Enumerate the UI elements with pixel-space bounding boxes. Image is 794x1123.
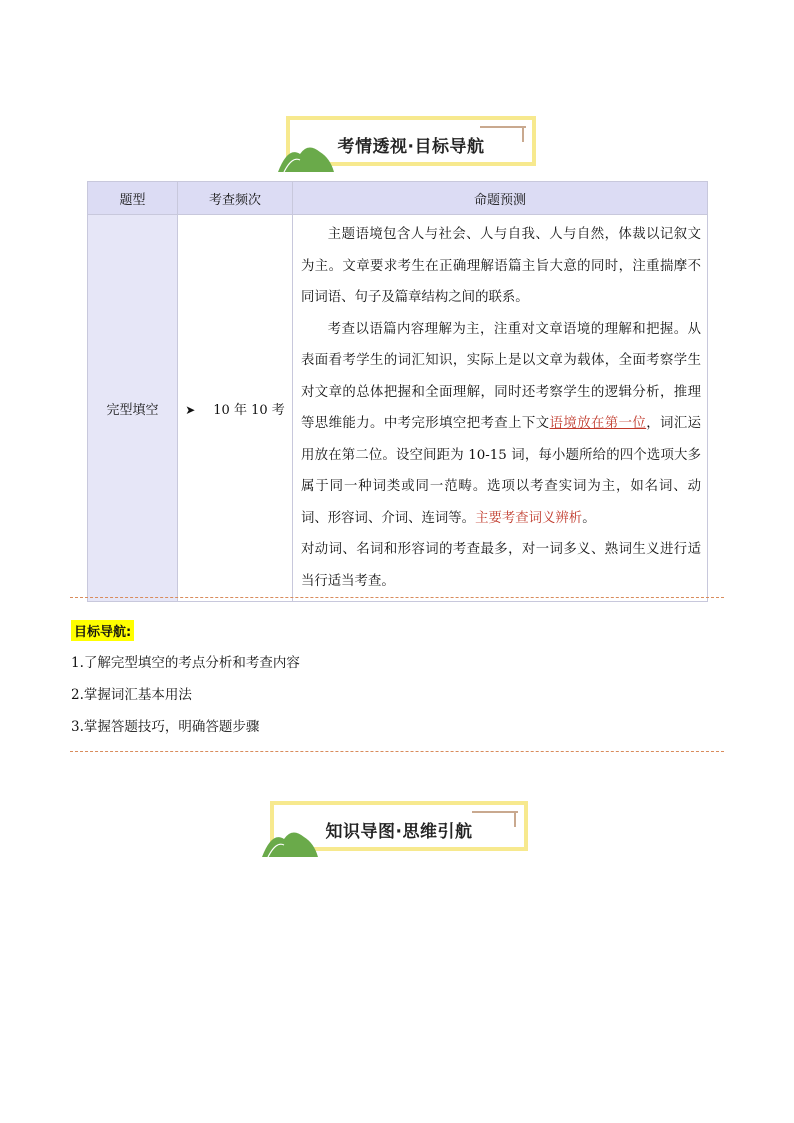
prediction-text: 考查以语篇内容理解为主，注重对文章语境的理解和把握。从表面看考学生的词汇知识，实际上是以文章为载体，全面考察学生对文章的总体把握和全面理解，同时还考察学生的逻辑分析，推理等思维能力。中考完形填空把考查上下文 xyxy=(301,321,701,431)
section-banner-knowledge-map xyxy=(270,801,528,851)
prediction-paragraph-2 xyxy=(301,314,701,535)
header-frequency: 考查频次 xyxy=(178,182,293,215)
arrow-bullet-icon: ➤ xyxy=(185,402,196,417)
frequency-cell xyxy=(178,215,293,602)
banner-corner-line xyxy=(480,126,526,128)
goal-item-1: 1.了解完型填空的考点分析和考查内容 xyxy=(71,655,300,671)
banner-title: 知识导图·思维引航 xyxy=(325,822,473,842)
prediction-cell xyxy=(293,215,708,602)
banner-corner-line xyxy=(514,811,516,827)
highlight-word-meaning: 主要考查词义辨析 xyxy=(475,510,583,526)
table-row xyxy=(88,215,708,602)
banner-corner-line xyxy=(472,811,518,813)
frequency-value: 10 年 10 考 xyxy=(213,402,285,418)
prediction-paragraph-3: 对动词、名词和形容词的考查最多，对一词多义、熟词生义进行适当行适当考查。 xyxy=(301,542,701,589)
banner-title: 考情透视·目标导航 xyxy=(337,137,485,157)
goal-item-3: 3.掌握答题技巧，明确答题步骤 xyxy=(71,719,260,735)
highlight-context: 语境放在第一位 xyxy=(549,416,647,431)
banner-corner-line xyxy=(522,126,524,142)
divider-dashed xyxy=(70,597,724,598)
goal-item-2: 2.掌握词汇基本用法 xyxy=(71,687,192,703)
prediction-text: 。 xyxy=(582,510,596,526)
table-header-row xyxy=(88,182,708,215)
prediction-text: ，词汇运用放在第二位。设空间距为 10-15 词，每小题所给的四个选项大多属于同一种词类或同一范畴。选项以考查实词为主，如名词、动词、形容词、介词、连词等。 xyxy=(301,416,702,526)
header-prediction: 命题预测 xyxy=(293,182,708,215)
section-banner-exam-analysis xyxy=(286,116,536,166)
question-type-cell: 完型填空 xyxy=(88,215,178,602)
exam-analysis-table xyxy=(87,181,708,602)
hill-icon xyxy=(278,142,334,172)
prediction-paragraph-1: 主题语境包含人与社会、人与自我、人与自然，体裁以记叙文为主。文章要求考生在正确理解语篇主旨大意的同时，注重揣摩不同词语、句子及篇章结构之间的联系。 xyxy=(301,227,701,305)
header-type: 题型 xyxy=(88,182,178,215)
hill-icon xyxy=(262,827,318,857)
goals-label: 目标导航: xyxy=(71,620,134,641)
divider-dashed xyxy=(70,751,724,752)
